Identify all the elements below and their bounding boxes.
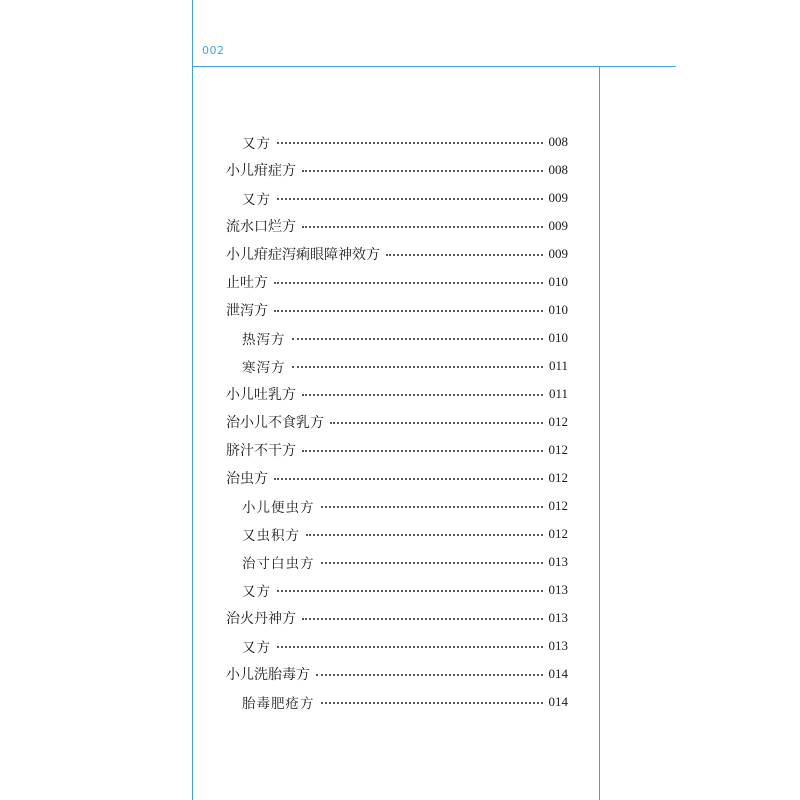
toc-dot-leader [321, 562, 543, 564]
toc-dot-leader [292, 338, 543, 340]
toc-entry[interactable] [226, 464, 568, 492]
page-number: 002 [202, 44, 225, 57]
toc-entry-title: 泄泻方 [226, 303, 268, 319]
toc-entry-title: 流水口烂方 [226, 219, 296, 235]
toc-dot-leader [386, 254, 543, 256]
toc-entry[interactable] [226, 408, 568, 436]
toc-entry-title: 又方 [242, 640, 271, 656]
toc-dot-leader [302, 394, 543, 396]
toc-entry[interactable] [226, 240, 568, 268]
toc-entry-page-number: 009 [548, 246, 568, 261]
toc-entry[interactable] [226, 548, 568, 576]
toc-entry-page-number: 013 [548, 554, 568, 569]
toc-entry-title: 治小儿不食乳方 [226, 415, 324, 431]
toc-entry-title: 小儿吐乳方 [226, 387, 296, 403]
toc-dot-leader [302, 226, 543, 228]
toc-entry[interactable] [226, 352, 568, 380]
toc-dot-leader [302, 618, 543, 620]
toc-entry[interactable] [226, 604, 568, 632]
toc-dot-leader [292, 366, 543, 368]
toc-dot-leader [277, 646, 543, 648]
toc-entry-page-number: 010 [548, 274, 568, 289]
toc-dot-leader [274, 478, 543, 480]
toc-entry-page-number: 012 [548, 442, 568, 457]
toc-entry-page-number: 008 [548, 134, 568, 149]
toc-entry-title: 又方 [242, 192, 271, 208]
toc-entry[interactable] [226, 156, 568, 184]
toc-entry-title: 止吐方 [226, 275, 268, 291]
toc-entry[interactable] [226, 632, 568, 660]
toc-entry-title: 胎毒肥疮方 [242, 696, 315, 712]
toc-entry[interactable] [226, 184, 568, 212]
margin-guide-top [192, 66, 676, 67]
toc-dot-leader [321, 702, 543, 704]
toc-entry-title: 治寸白虫方 [242, 556, 315, 572]
toc-entry[interactable] [226, 492, 568, 520]
toc-entry[interactable] [226, 268, 568, 296]
toc-entry-title: 治火丹神方 [226, 611, 296, 627]
toc-entry-title: 治虫方 [226, 471, 268, 487]
toc-entry-title: 小儿便虫方 [242, 500, 315, 516]
toc-dot-leader [330, 422, 543, 424]
toc-entry-title: 小儿洗胎毒方 [226, 667, 310, 683]
toc-entry-page-number: 012 [548, 498, 568, 513]
toc-entry-page-number: 013 [548, 638, 568, 653]
toc-dot-leader [306, 534, 543, 536]
toc-entry[interactable] [226, 212, 568, 240]
toc-entry-page-number: 014 [548, 694, 568, 709]
toc-entry-page-number: 011 [548, 358, 568, 373]
toc-entry-title: 小儿疳症泻痢眼障神效方 [226, 247, 380, 263]
toc-entry-title: 寒泻方 [242, 360, 286, 376]
toc-entry-title: 脐汁不干方 [226, 443, 296, 459]
toc-entry-page-number: 009 [548, 218, 568, 233]
toc-entry[interactable] [226, 380, 568, 408]
toc-entry-page-number: 010 [548, 302, 568, 317]
toc-entry-title: 又方 [242, 584, 271, 600]
toc-entry-page-number: 011 [548, 386, 568, 401]
toc-dot-leader [277, 142, 543, 144]
toc-entry-page-number: 014 [548, 666, 568, 681]
toc-entry[interactable] [226, 436, 568, 464]
toc-entry[interactable] [226, 576, 568, 604]
toc-dot-leader [277, 198, 543, 200]
margin-guide-left [192, 0, 193, 800]
toc-entry[interactable] [226, 296, 568, 324]
toc-entry-page-number: 009 [548, 190, 568, 205]
toc-entry[interactable] [226, 660, 568, 688]
toc-entry-page-number: 013 [548, 582, 568, 597]
toc-entry-page-number: 008 [548, 162, 568, 177]
table-of-contents [226, 128, 568, 716]
toc-entry-page-number: 013 [548, 610, 568, 625]
toc-entry-page-number: 012 [548, 414, 568, 429]
margin-guide-right [599, 66, 600, 800]
toc-entry[interactable] [226, 688, 568, 716]
toc-entry-title: 又方 [242, 136, 271, 152]
toc-entry-title: 热泻方 [242, 332, 286, 348]
toc-entry-page-number: 012 [548, 470, 568, 485]
toc-dot-leader [316, 674, 543, 676]
toc-entry[interactable] [226, 324, 568, 352]
toc-dot-leader [302, 170, 543, 172]
toc-entry[interactable] [226, 520, 568, 548]
toc-entry-title: 又虫积方 [242, 528, 300, 544]
toc-dot-leader [277, 590, 543, 592]
toc-dot-leader [274, 310, 543, 312]
toc-entry[interactable] [226, 128, 568, 156]
toc-entry-title: 小儿疳症方 [226, 163, 296, 179]
toc-dot-leader [302, 450, 543, 452]
toc-entry-page-number: 010 [548, 330, 568, 345]
toc-dot-leader [274, 282, 543, 284]
toc-entry-page-number: 012 [548, 526, 568, 541]
toc-dot-leader [321, 506, 543, 508]
